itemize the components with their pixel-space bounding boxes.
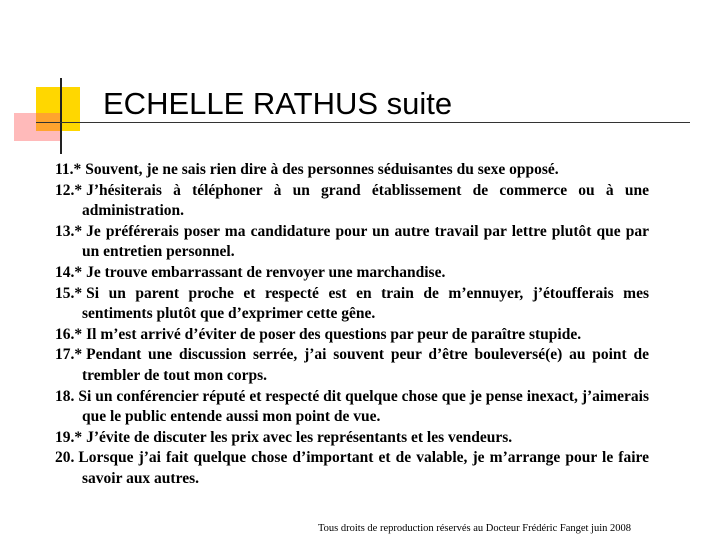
copyright-footer: Tous droits de reproduction réservés au Docteur Frédéric Fanget juin 2008	[318, 523, 632, 534]
list-item	[55, 222, 649, 263]
item-number: 19.*	[55, 428, 83, 446]
slide-title: ECHELLE RATHUS suite	[103, 86, 453, 121]
item-number: 18.	[55, 387, 75, 405]
list-item	[55, 284, 649, 325]
item-number: 12.*	[55, 181, 83, 199]
item-number: 11.*	[55, 161, 82, 178]
item-text: Lorsque j’ai fait quelque chose d’important et de valable, je m’arrange pour le faire savoir aux autres.	[78, 449, 649, 487]
question-list	[55, 160, 649, 490]
item-number: 16.*	[55, 325, 83, 343]
list-item	[55, 263, 649, 284]
item-number: 17.*	[55, 346, 83, 364]
decor-vertical-line	[60, 78, 62, 154]
item-number: 20.	[55, 449, 75, 467]
item-text: Souvent, je ne sais rien dire à des personnes séduisantes du sexe opposé.	[85, 161, 559, 178]
list-item	[55, 181, 649, 222]
list-item	[55, 387, 649, 428]
list-item	[55, 325, 649, 346]
item-text: Si un parent proche et respecté est en train de m’ennuyer, j’étoufferais mes sentiments plutôt que d’exprimer cette gêne.	[82, 284, 649, 323]
list-item	[55, 428, 649, 449]
item-number: 13.*	[55, 222, 83, 240]
item-number: 14.*	[55, 263, 83, 281]
item-text: Je trouve embarrassant de renvoyer une marchandise.	[86, 263, 446, 281]
item-text: J’évite de discuter les prix avec les représentants et les vendeurs.	[86, 428, 513, 446]
item-number: 15.*	[55, 284, 83, 302]
item-text: J’hésiterais à téléphoner à un grand établissement de commerce ou à une administration.	[82, 181, 649, 220]
list-item	[55, 160, 649, 181]
title-underline	[36, 122, 690, 123]
item-text: Pendant une discussion serrée, j’ai souvent peur d’être bouleversé(e) au point de trembler de tout mon corps.	[82, 346, 649, 384]
list-item	[55, 448, 649, 489]
item-text: Il m’est arrivé d’éviter de poser des questions par peur de paraître stupide.	[86, 325, 582, 343]
item-text: Si un conférencier réputé et respecté dit quelque chose que je pense inexact, j’aimerais que le public entende aussi mon point de vue.	[78, 387, 649, 426]
list-item	[55, 345, 649, 386]
item-text: Je préférerais poser ma candidature pour un autre travail par lettre plutôt que par un entretien personnel.	[82, 222, 649, 261]
decor-red-block	[14, 113, 62, 141]
